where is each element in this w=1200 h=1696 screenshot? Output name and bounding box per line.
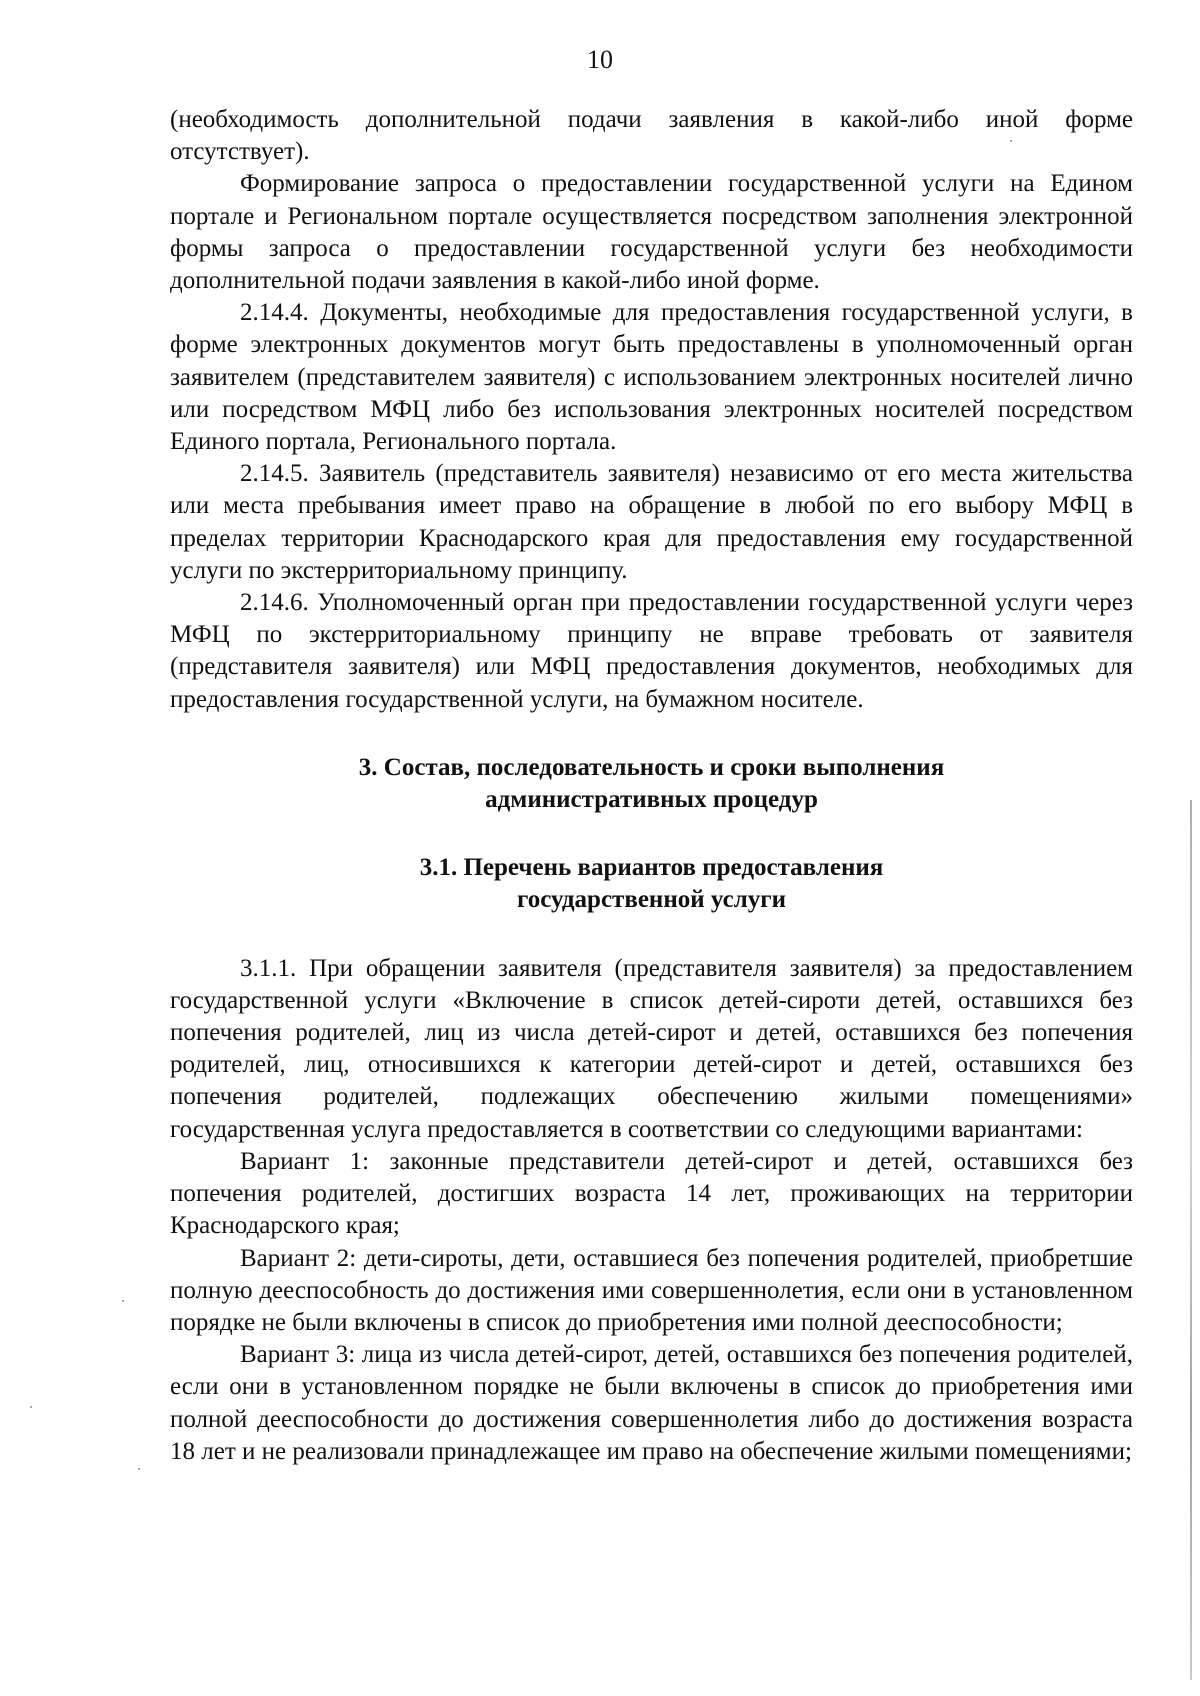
- paragraph: Формирование запроса о предоставлении государственной услуги на Едином портале и Региональном портале осуществляется посредством заполнения электронной формы запроса о предоставлении государственной услуги без необходимости дополнительной подачи заявления в какой-либо иной форме.: [170, 170, 1133, 295]
- paragraph: (необходимость дополнительной подачи заявления в какой-либо иной форме отсутствует).: [170, 106, 1133, 166]
- paragraph: Вариант 3: лица из числа детей-сирот, детей, оставшихся без попечения родителей, если они в установленном порядке не были включены в список до приобретения ими полной дееспособности до достижения совершеннолетия либо до достижения возраста 18 лет и не реализовали принадлежащее им право на обеспечение жилыми помещениями;: [170, 1341, 1133, 1465]
- page-number: 10: [587, 45, 613, 74]
- section-heading-line: 3. Состав, последовательность и сроки выполнения: [358, 753, 945, 781]
- scan-speck: [1010, 140, 1012, 142]
- scan-edge-artifact: [1190, 800, 1192, 1680]
- scan-speck: [138, 1468, 140, 1470]
- subsection-heading-line: 3.1. Перечень вариантов предоставления: [419, 854, 884, 882]
- paragraph: 3.1.1. При обращении заявителя (представителя заявителя) за предоставлением государственной услуги «Включение в список детей-сироти детей, оставшихся без попечения родителей, лиц из числа детей-сирот и детей, оставшихся без попечения родителей, лиц, относившихся к категории детей-сирот и детей, оставшихся без попечения родителей, подлежащих обеспечению жилыми помещениями» государственная услуга предоставляется в соответствии со следующими вариантами:: [170, 954, 1133, 1143]
- scan-speck: [30, 1406, 32, 1408]
- subsection-heading-line: государственной услуги: [516, 886, 787, 914]
- subsection-heading: [170, 852, 1133, 916]
- scan-speck: [122, 1300, 124, 1302]
- paragraph: Вариант 1: законные представители детей-сирот и детей, оставшихся без попечения родителей, достигших возраста 14 лет, проживающих на территории Краснодарского края;: [170, 1147, 1133, 1240]
- paragraph: Вариант 2: дети-сироты, дети, оставшиеся без попечения родителей, приобретшие полную дееспособность до достижения ими совершеннолетия, если они в установленном порядке не были включены в список до приобретения ими полной дееспособности;: [170, 1244, 1133, 1336]
- document-body: [170, 104, 1133, 1468]
- paragraph: 2.14.6. Уполномоченный орган при предоставлении государственной услуги через МФЦ по экстерриториальному принципу не вправе требовать от заявителя (представителя заявителя) или МФЦ предоставления документов, необходимых для предоставления государственной услуги, на бумажном носителе.: [170, 589, 1133, 713]
- section-heading-line: административных процедур: [485, 786, 818, 814]
- section-heading: [170, 752, 1133, 816]
- paragraph: 2.14.4. Документы, необходимые для предоставления государственной услуги, в форме электронных документов могут быть предоставлены в уполномоченный орган заявителем (представителем заявителя) с использованием электронных носителей лично или посредством МФЦ либо без использования электронных носителей посредством Единого портала, Регионального портала.: [170, 299, 1133, 456]
- paragraph: 2.14.5. Заявитель (представитель заявителя) независимо от его места жительства или места пребывания имеет право на обращение в любой по его выбору МФЦ в пределах территории Краснодарского края для предоставления ему государственной услуги по экстерриториальному принципу.: [170, 460, 1133, 584]
